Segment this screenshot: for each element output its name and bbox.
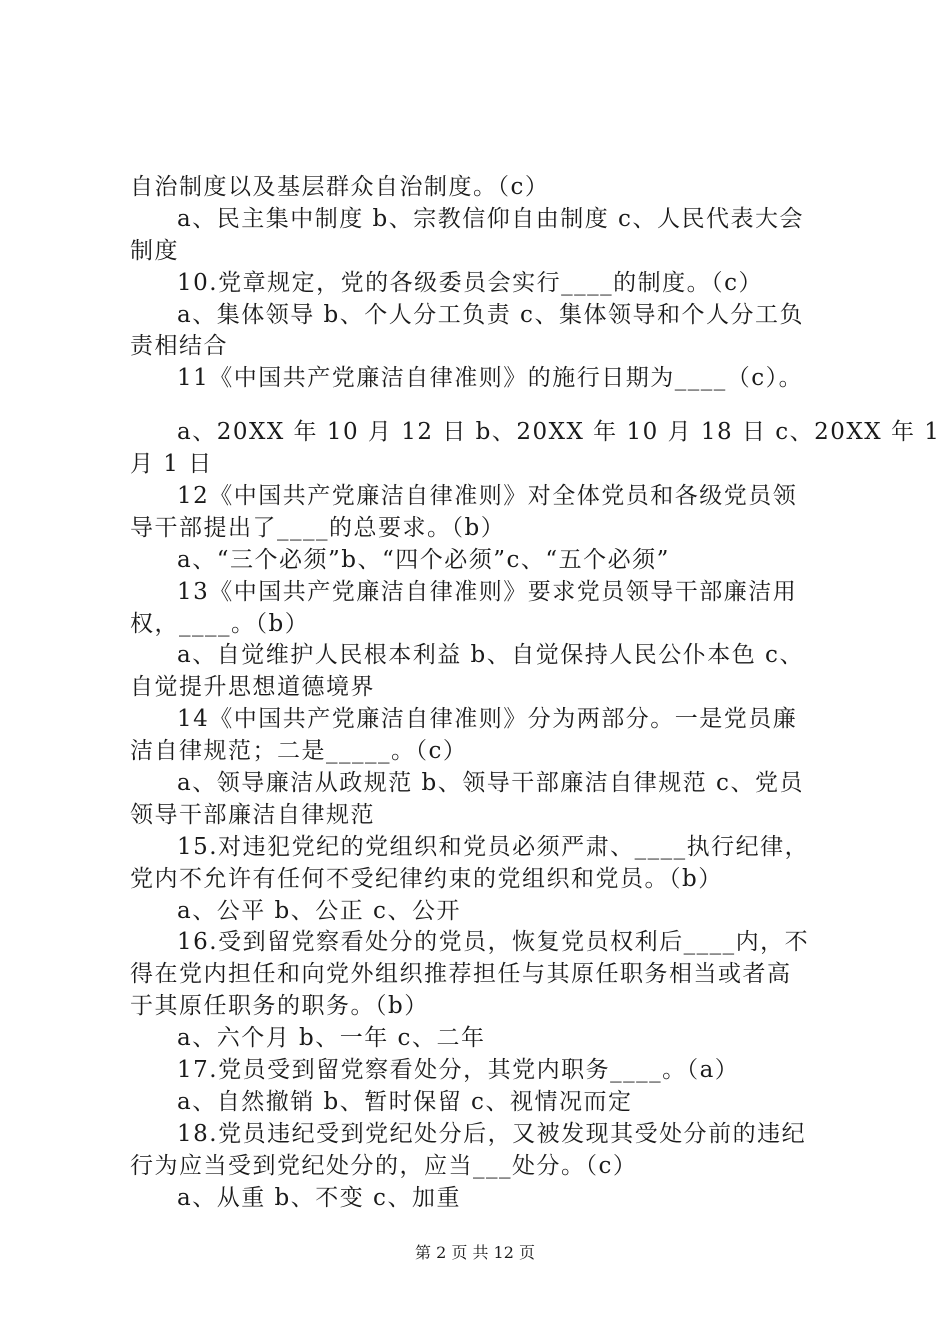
document-line: a、民主集中制度 b、宗教信仰自由制度 c、人民代表大会 — [177, 205, 804, 232]
document-line: 16.受到留党察看处分的党员，恢复党员权利后____内，不 — [177, 929, 810, 956]
document-line: 于其原任职务的职务。（b） — [130, 993, 429, 1020]
document-line: a、集体领导 b、个人分工负责 c、集体领导和个人分工负 — [177, 301, 804, 328]
document-line: 15.对违犯党纪的党组织和党员必须严肃、____执行纪律， — [177, 833, 810, 860]
document-line: 权，____。（b） — [130, 610, 310, 637]
document-line: a、从重 b、不变 c、加重 — [177, 1184, 461, 1211]
document-line: a、公平 b、公正 c、公开 — [177, 897, 461, 924]
document-line: 10.党章规定，党的各级委员会实行____的制度。（c） — [177, 269, 763, 296]
document-body — [130, 172, 941, 1215]
document-line: 17.党员受到留党察看处分，其党内职务____。（a） — [177, 1057, 740, 1084]
document-line: 12《中国共产党廉洁自律准则》对全体党员和各级党员领 — [177, 483, 798, 510]
document-line: 洁自律规范；二是_____。（c） — [130, 738, 468, 765]
document-line: 13《中国共产党廉洁自律准则》要求党员领导干部廉洁用 — [177, 578, 798, 605]
document-line: a、领导廉洁从政规范 b、领导干部廉洁自律规范 c、党员 — [177, 770, 804, 797]
page-number-footer: 第 2 页 共 12 页 — [415, 1243, 535, 1262]
document-line: 得在党内担任和向党外组织推荐担任与其原任职务相当或者高 — [130, 961, 792, 988]
document-line: 14《中国共产党廉洁自律准则》分为两部分。一是党员廉 — [177, 706, 798, 733]
document-line: a、自然撤销 b、暂时保留 c、视情况而定 — [177, 1088, 633, 1115]
document-line: 领导干部廉洁自律规范 — [130, 801, 375, 828]
document-line: a、六个月 b、一年 c、二年 — [177, 1025, 486, 1052]
document-line: 月 1 日 — [130, 451, 213, 478]
document-line: 自觉提升思想道德境界 — [130, 674, 375, 701]
document-line: 11《中国共产党廉洁自律准则》的施行日期为____（c）。 — [177, 365, 804, 392]
document-line: 责相结合 — [130, 333, 228, 360]
document-line: a、“三个必须”b、“四个必须”c、“五个必须” — [177, 546, 670, 573]
document-line: a、20XX 年 10 月 12 日 b、20XX 年 10 月 18 日 c、20XX 年 1 — [177, 419, 941, 446]
document-line: 自治制度以及基层群众自治制度。（c） — [130, 174, 550, 200]
document-line: 18.党员违纪受到党纪处分后，又被发现其受处分前的违纪 — [177, 1120, 807, 1147]
document-line: 党内不允许有任何不受纪律约束的党组织和党员。（b） — [130, 865, 723, 892]
document-line: 行为应当受到党纪处分的，应当___处分。（c） — [130, 1152, 638, 1179]
document-line: a、自觉维护人民根本利益 b、自觉保持人民公仆本色 c、 — [177, 642, 804, 669]
document-line: 导干部提出了____的总要求。（b） — [130, 514, 506, 541]
document-line: 制度 — [130, 237, 179, 264]
